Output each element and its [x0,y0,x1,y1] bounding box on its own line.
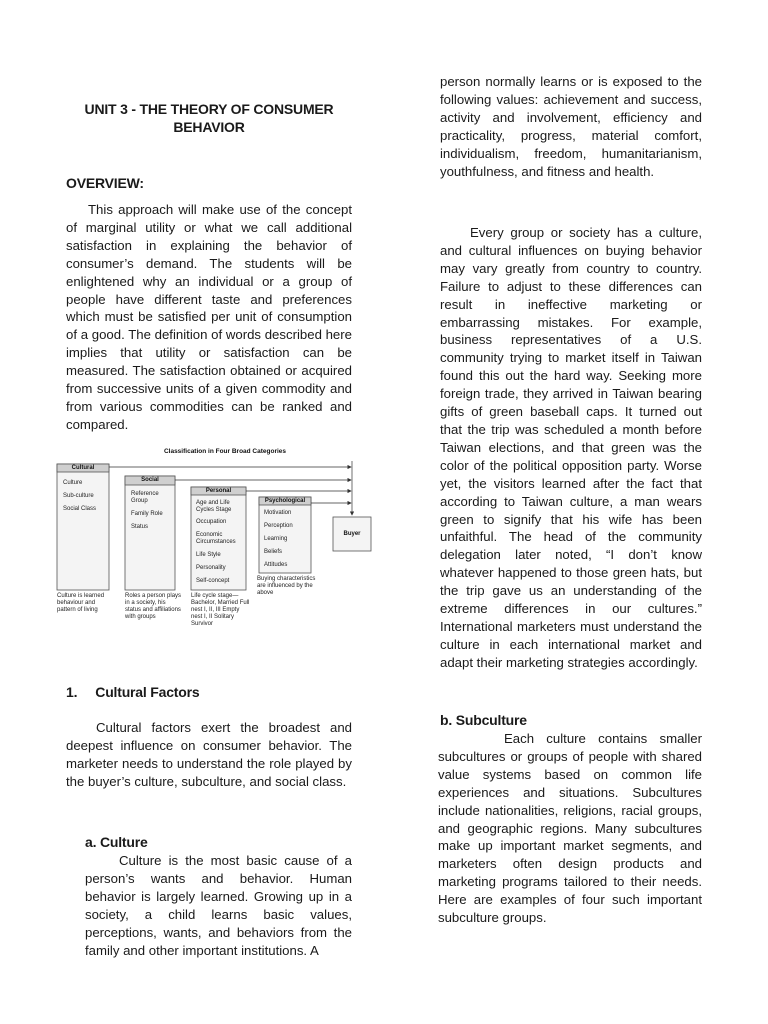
personal-note: Life cycle stage— Bachelor, Married Full nest I, II, III Empty nest I, II Solitary Survivor [191,593,250,627]
overview-paragraph: This approach will make use of the concept of marginal utility or what we call additional satisfaction in explaining the behavior of consumer’s demand. The students will be enlightened why an individual or a group of people have different taste and preferences which must be satisfied per unit of consumption of a good. The definition of words described here implies that utility or satisfaction can be measured. The satisfaction obtained or acquired from successive units of a given commodity and from various commodities can be ranked and compared. [66,202,352,432]
personal-item: Economic Circumstances [196,532,236,545]
buyer-box-label: Buyer [343,531,361,537]
personal-item: Occupation [196,519,227,525]
right-paragraph-2: Every group or society has a culture, and cultural influences on buying behavior may vary greatly from country to country. Failure to adjust to these differences can result in ineffective marketing or embarrassing mistakes. For example, business representatives of a U.S. community trying to market itself in Taiwan found this out the hard way. Seeking more foreign trade, they arrived in Taiwan bearing gifts of green baseball caps. It turned out that the trip was scheduled a month before Taiwan elections, and that green was the color of the political opposition party. Worse yet, the visitors learned after the fact that according to Taiwan culture, a man wears green to signify that his wife has been unfaithful. The head of the community delegation later noted, “I don’t know whatever happened to those green hats, but the trip gave us an understanding of the extreme differences in our cultures.” International marketers must understand the culture in each international market and adapt their marketing strategies accordingly. [440,225,702,670]
social-item: Status [131,524,149,530]
psychological-item: Beliefs [264,549,283,555]
cultural-item: Sub-culture [63,493,94,499]
cultural-note: Culture is learned behaviour and pattern of living [57,593,105,613]
personal-box-head: Personal [205,488,232,494]
culture-heading: a. Culture [85,834,148,850]
personal-item: Life Style [196,552,221,558]
psychological-box-head: Psychological [264,498,306,504]
personal-item: Self-concept [196,578,230,584]
personal-item: Personality [196,565,226,571]
psychological-item: Perception [264,523,293,529]
social-item: Family Role [131,511,163,517]
document-title [66,100,352,136]
overview-heading: OVERVIEW: [66,175,144,191]
diagram-title: Classification in Four Broad Categories [163,448,287,455]
culture-paragraph: Culture is the most basic cause of a person’s wants and behavior. Human behavior is largely learned. Growing up in a society, a child learns basic values, perceptions, wants, and behaviors from the family and other important institutions. A [85,853,352,958]
section-1-paragraph: Cultural factors exert the broadest and deepest influence on consumer behavior. The marketer needs to understand the role played by the buyer’s culture, subculture, and social class. [66,720,352,789]
classification-diagram [55,447,373,627]
cultural-item: Social Class [63,506,97,512]
social-item: Reference Group [131,491,159,504]
section-1-heading [66,684,199,700]
social-note: Roles a person plays in a society, his status and affiliations with groups [125,593,182,620]
psychological-item: Attitudes [264,562,288,568]
subculture-paragraph: Each culture contains smaller subcultures or groups of people with shared value systems based on common life experiences and situations. Subcultures include nationalities, religions, racial groups, and geographic regions. Many subcultures make up important market segments, and marketers often design products and marketing programs tailored to their needs. Here are examples of four such important subculture groups. [438,731,702,926]
right-paragraph-1: person normally learns or is exposed to the following values: achievement and success, activity and involvement, efficiency and practicality, progress, material comfort, individualism, freedom, humanitarianism, youthfulness, and fitness and health. [440,74,702,179]
personal-item: Age and Life Cycles Stage [196,500,232,513]
psychological-item: Learning [264,536,288,542]
title-line-2: BEHAVIOR [173,119,245,135]
social-box-head: Social [141,477,159,483]
cultural-box-head: Cultural [71,465,95,471]
psychological-note: Buying characteristics are influenced by the above [257,576,316,596]
title-line-1: UNIT 3 - THE THEORY OF CONSUMER [84,101,334,117]
subculture-heading: b. Subculture [440,712,527,728]
psychological-item: Motivation [264,510,292,516]
cultural-item: Culture [63,480,83,486]
section-1-number: 1. [66,684,78,700]
section-1-title: Cultural Factors [95,684,200,700]
